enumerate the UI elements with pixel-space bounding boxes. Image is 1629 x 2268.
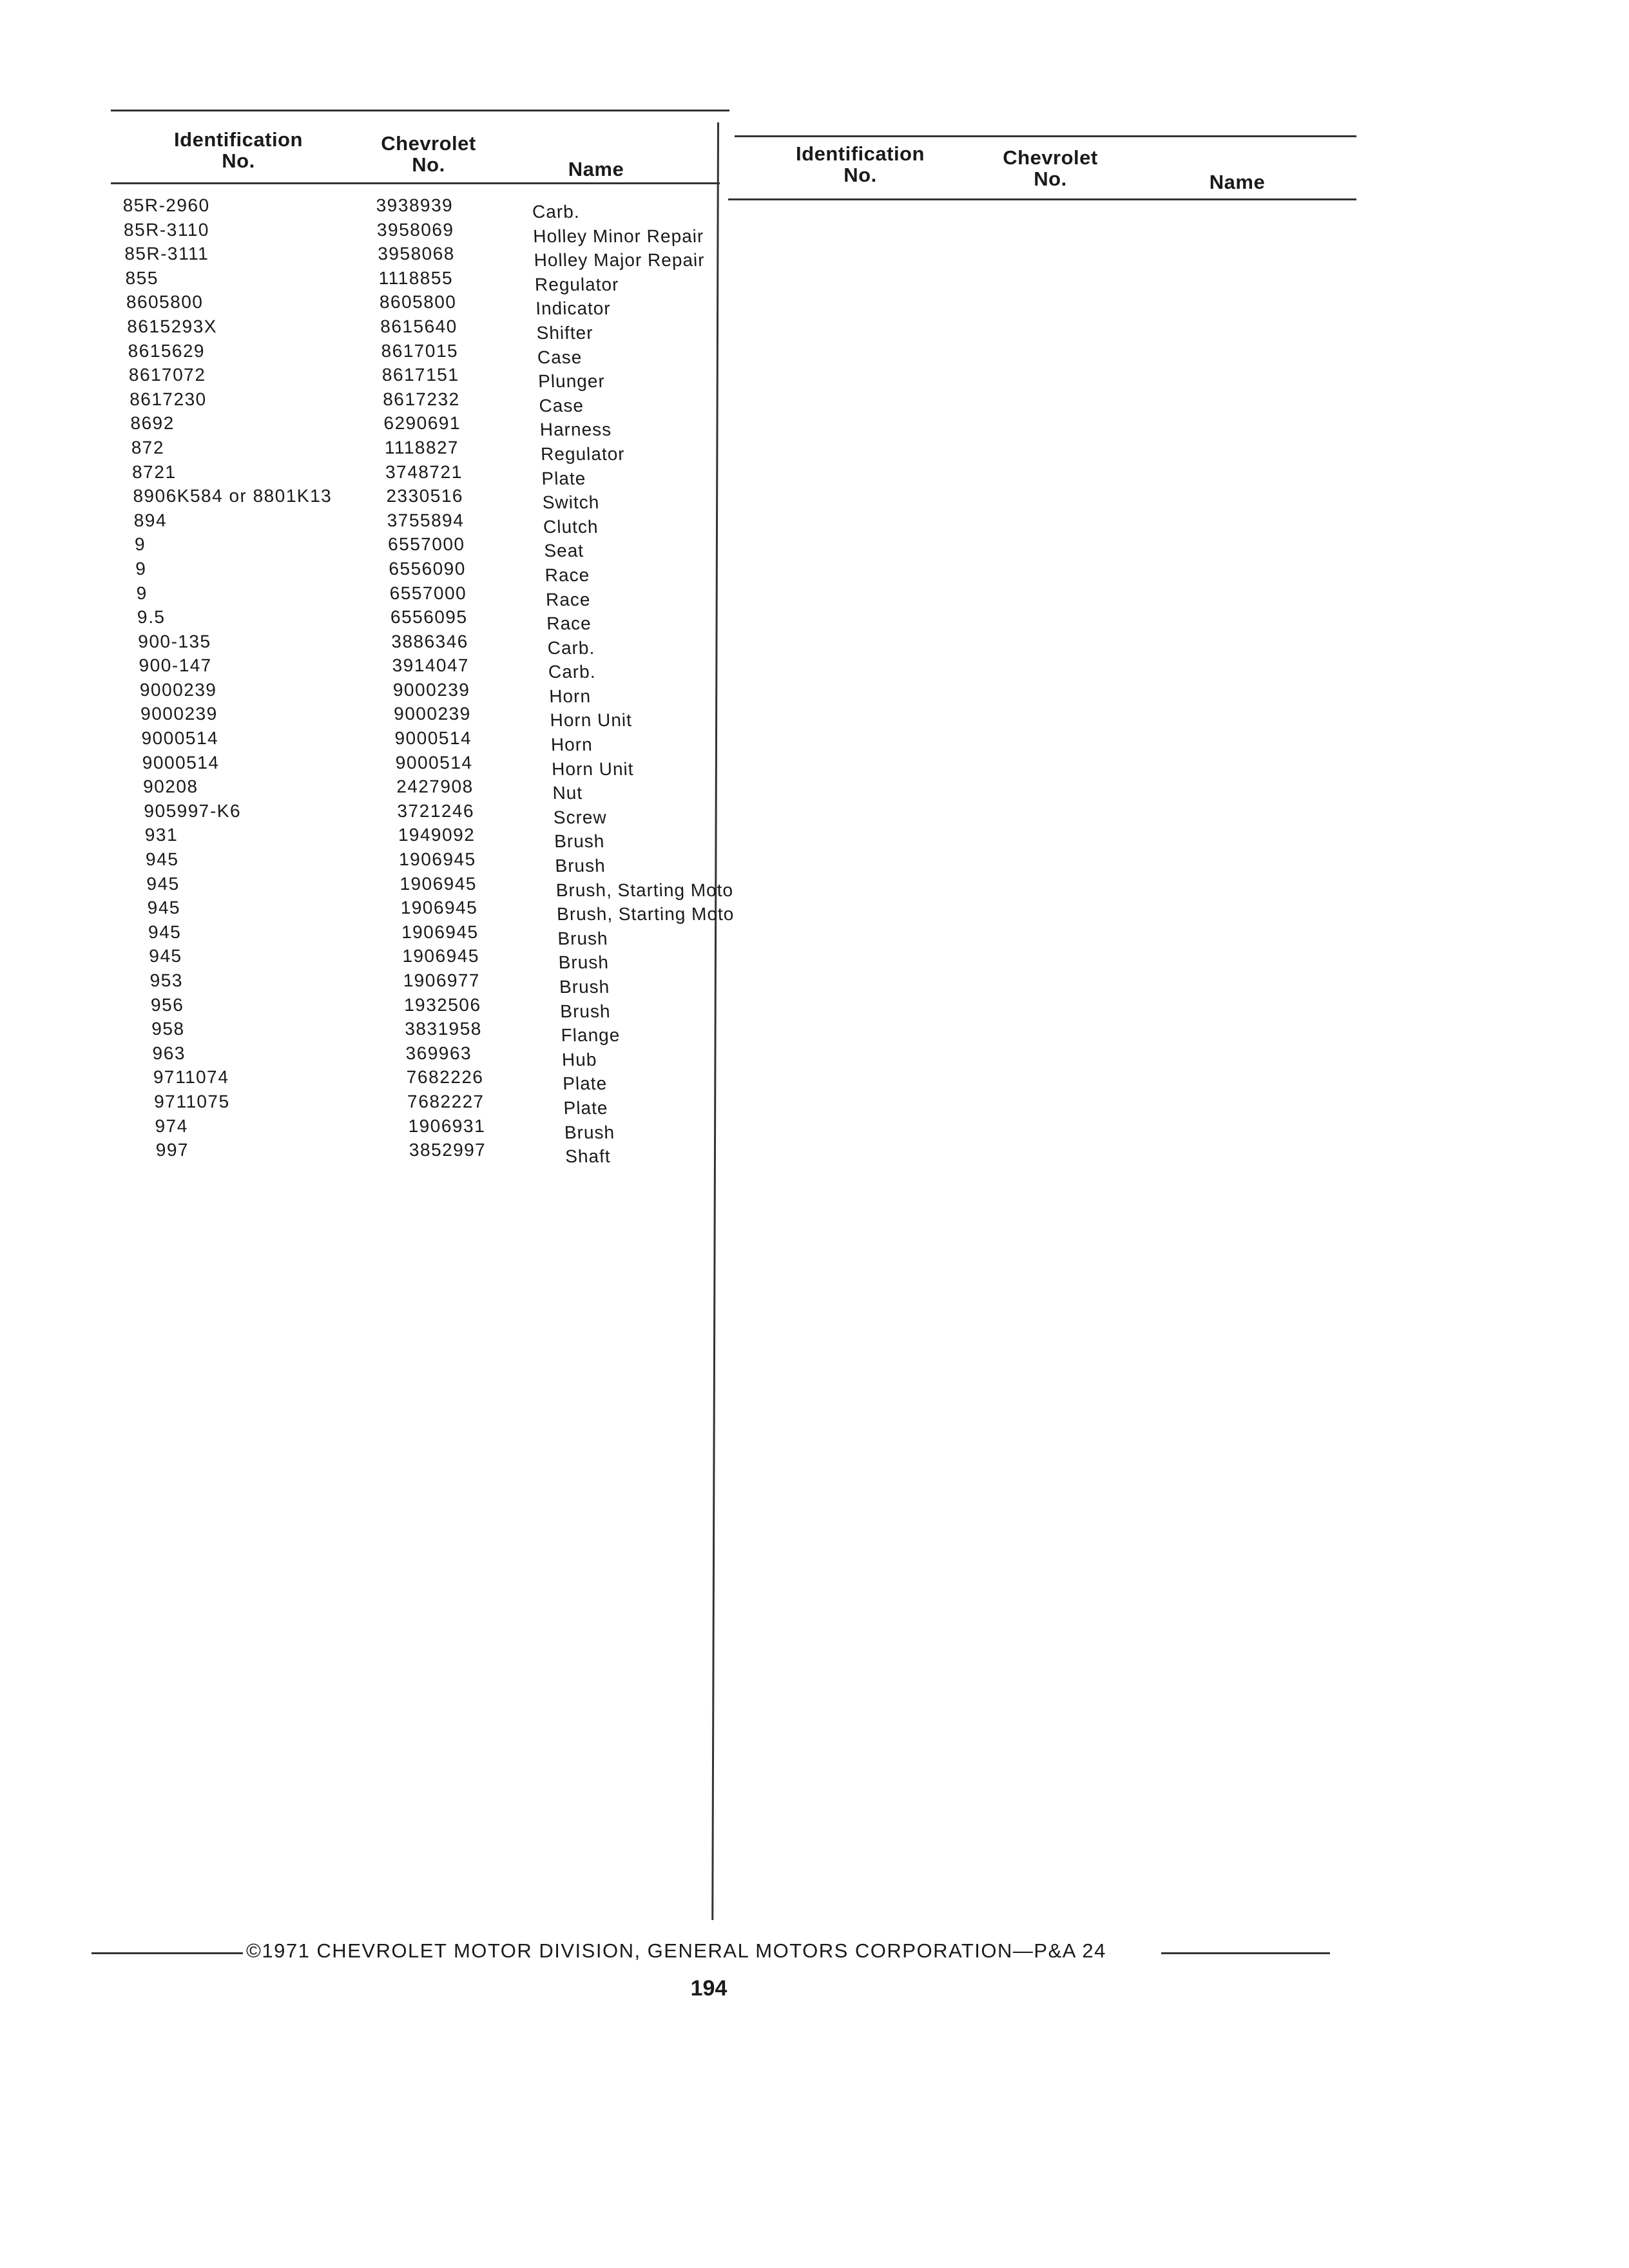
left-header-chevrolet: Chevrolet No.: [381, 132, 476, 176]
identification-number: 945: [148, 946, 183, 966]
table-row: [117, 387, 736, 416]
chevrolet-number: 8617151: [381, 365, 459, 385]
identification-number: 8906K584 or 8801K13: [132, 486, 333, 506]
right-top-rule: [735, 135, 1356, 137]
identification-number: 945: [148, 921, 182, 942]
identification-number: 872: [131, 437, 165, 457]
chevrolet-number: 9000239: [392, 679, 470, 700]
identification-number: 9.5: [137, 607, 166, 628]
table-row: [139, 1041, 758, 1070]
table-row: [123, 581, 742, 610]
identification-number: 9000514: [140, 728, 219, 749]
part-name: Clutch: [543, 516, 599, 537]
chevrolet-number: 3914047: [392, 655, 470, 676]
footer-rule-right: [1161, 1952, 1330, 1954]
table-row: [114, 314, 733, 343]
identification-number: 8692: [130, 413, 175, 434]
chevrolet-number: 3958068: [377, 244, 456, 264]
identification-number: 905997-K6: [143, 800, 242, 821]
chevrolet-number: 7682227: [407, 1091, 485, 1111]
part-name: Case: [537, 347, 583, 367]
part-name: Brush: [559, 977, 610, 997]
identification-number: 931: [144, 825, 178, 845]
table-row: [137, 968, 756, 997]
chevrolet-number: 3748721: [385, 461, 463, 482]
identification-number: 9711074: [153, 1067, 229, 1088]
part-name: Brush, Starting Moto: [555, 879, 734, 900]
table-row: [137, 993, 757, 1021]
table-row: [126, 653, 745, 682]
table-row: [130, 774, 749, 803]
part-name: Horn Unit: [550, 710, 633, 731]
table-row: [129, 751, 748, 779]
table-row: [142, 1138, 762, 1167]
chevrolet-number: 1118827: [384, 437, 459, 457]
identification-number: 90208: [142, 776, 199, 797]
part-name: Race: [546, 613, 592, 634]
table-row: [131, 823, 751, 852]
footer-rule-left: [92, 1952, 243, 1954]
table-row: [141, 1090, 760, 1118]
chevrolet-number: 6290691: [383, 413, 461, 434]
chevrolet-number: 6557000: [387, 534, 466, 555]
chevrolet-number: 2427908: [396, 776, 474, 797]
table-row: [140, 1065, 759, 1094]
identification-number: 9: [136, 582, 148, 603]
part-name: Race: [545, 589, 591, 610]
identification-number: 8605800: [126, 292, 204, 312]
identification-number: 8615629: [127, 340, 206, 361]
identification-number: 956: [150, 994, 184, 1015]
identification-number: 9: [135, 558, 147, 579]
chevrolet-number: 1118855: [378, 267, 454, 288]
chevrolet-number: 9000514: [394, 728, 472, 749]
table-row: [120, 508, 740, 537]
part-name: Harness: [539, 419, 612, 440]
chevrolet-number: 1906977: [403, 970, 481, 990]
part-name: Race: [545, 564, 590, 585]
chevrolet-number: 3886346: [390, 631, 469, 651]
left-top-rule: [111, 110, 729, 111]
table-row: [131, 799, 750, 827]
part-name: Horn: [548, 686, 592, 706]
part-name: Carb.: [547, 637, 595, 658]
table-row: [135, 920, 754, 948]
table-row: [125, 629, 744, 658]
part-name: Plate: [541, 468, 586, 488]
identification-number: 958: [151, 1019, 186, 1039]
chevrolet-number: 1932506: [403, 994, 482, 1015]
chevrolet-number: 3831958: [404, 1019, 483, 1039]
identification-number: 963: [152, 1043, 186, 1063]
part-name: Brush: [554, 856, 606, 876]
table-row: [121, 532, 740, 561]
chevrolet-number: 3958069: [376, 219, 455, 240]
identification-number: 953: [149, 970, 184, 990]
page-number: 194: [690, 1976, 728, 2001]
part-name: Horn Unit: [551, 758, 634, 779]
table-row: [119, 460, 738, 488]
table-row: [132, 847, 751, 876]
part-name: Brush: [559, 1001, 612, 1021]
table-row: [115, 339, 734, 367]
chevrolet-number: 1906931: [407, 1115, 486, 1136]
part-name: Brush, Starting Moto: [556, 904, 735, 925]
identification-number: 8617230: [129, 389, 207, 409]
chevrolet-number: 369963: [405, 1043, 472, 1063]
left-header-underline: [111, 182, 720, 184]
part-name: Horn: [550, 735, 593, 755]
table-row: [122, 557, 742, 585]
table-row: [111, 242, 731, 271]
table-row: [124, 605, 743, 634]
part-name: Case: [538, 395, 584, 416]
left-header-name: Name: [568, 158, 624, 180]
chevrolet-number: 1906945: [398, 849, 477, 870]
chevrolet-number: 2330516: [385, 486, 464, 506]
identification-number: 8617072: [128, 365, 206, 385]
chevrolet-number: 8615640: [380, 316, 458, 336]
table-row: [112, 266, 731, 294]
identification-number: 8615293X: [126, 316, 218, 336]
part-name: Regulator: [540, 443, 626, 464]
chevrolet-number: 1906945: [401, 946, 480, 966]
table-row: [133, 872, 753, 900]
chevrolet-number: 1906945: [399, 873, 477, 894]
part-name: Carb.: [532, 202, 581, 222]
part-name: Brush: [558, 952, 610, 973]
part-name: Screw: [553, 807, 608, 827]
table-row: [120, 484, 739, 513]
chevrolet-number: 1949092: [398, 825, 476, 845]
chevrolet-number: 7682226: [406, 1067, 484, 1088]
part-name: Switch: [542, 492, 600, 513]
identification-number: 9000514: [142, 752, 220, 773]
chevrolet-number: 6556090: [388, 558, 467, 579]
chevrolet-number: 3721246: [396, 800, 475, 821]
chevrolet-number: 8617015: [380, 340, 459, 361]
table-row: [142, 1114, 761, 1142]
chevrolet-number: 1906945: [401, 921, 479, 942]
table-row: [134, 896, 753, 925]
left-header-identification: Identification No.: [174, 128, 303, 172]
chevrolet-number: 3938939: [376, 195, 454, 215]
part-name: Holley Minor Repair: [532, 226, 704, 246]
part-name: Regulator: [534, 274, 619, 294]
chevrolet-number: 9000239: [393, 704, 472, 724]
identification-number: 85R-2960: [122, 195, 211, 215]
table-row: [128, 702, 747, 731]
footer: [0, 1938, 1629, 1964]
table-row: [117, 411, 737, 440]
identification-number: 945: [145, 849, 179, 870]
part-name: Brush: [557, 928, 609, 948]
identification-number: 9: [134, 534, 146, 555]
left-table-rows: [110, 193, 762, 1167]
part-name: Nut: [552, 783, 583, 803]
table-row: [128, 726, 747, 755]
part-name: Holley Major Repair: [534, 250, 706, 271]
part-name: Shaft: [564, 1146, 612, 1167]
table-row: [110, 218, 729, 246]
part-name: Hub: [561, 1049, 597, 1070]
identification-number: 945: [147, 898, 181, 918]
table-row: [115, 363, 735, 392]
table-row: [113, 290, 732, 319]
right-header-chevrolet: Chevrolet No.: [1003, 146, 1098, 190]
table-row: [110, 193, 729, 222]
part-name: Plunger: [537, 371, 606, 392]
chevrolet-number: 6556095: [390, 607, 468, 628]
table-row: [126, 678, 746, 706]
chevrolet-number: 8617232: [382, 389, 461, 409]
copyright-text: ©1971 CHEVROLET MOTOR DIVISION, GENERAL MOTORS CORPORATION—P&A 24: [246, 1939, 1106, 1962]
part-name: Shifter: [536, 322, 594, 343]
part-name: Flange: [561, 1025, 621, 1046]
part-name: Plate: [563, 1097, 608, 1118]
right-header-name: Name: [1209, 171, 1266, 193]
part-name: Indicator: [535, 298, 612, 319]
identification-number: 8721: [131, 461, 177, 482]
part-name: Plate: [562, 1073, 608, 1094]
part-name: Carb.: [548, 662, 596, 682]
identification-number: 900-147: [139, 655, 213, 676]
identification-number: 945: [146, 873, 180, 894]
identification-number: 9000239: [140, 704, 218, 724]
right-header-underline: [728, 198, 1356, 200]
chevrolet-number: 1906945: [400, 898, 478, 918]
chevrolet-number: 8605800: [379, 292, 457, 312]
chevrolet-number: 6557000: [389, 582, 467, 603]
part-name: Brush: [564, 1122, 615, 1142]
table-row: [136, 944, 755, 973]
identification-number: 855: [125, 267, 159, 288]
chevrolet-number: 9000514: [395, 752, 473, 773]
chevrolet-number: 3852997: [409, 1140, 487, 1160]
part-name: Brush: [554, 831, 605, 852]
part-name: Seat: [543, 541, 584, 561]
identification-number: 894: [133, 510, 168, 530]
identification-number: 9000239: [139, 679, 217, 700]
identification-number: 974: [154, 1115, 189, 1136]
table-row: [118, 436, 737, 464]
identification-number: 85R-3110: [123, 219, 210, 240]
chevrolet-number: 3755894: [387, 510, 465, 530]
identification-number: 85R-3111: [124, 244, 209, 264]
identification-number: 9711075: [153, 1091, 231, 1111]
identification-number: 997: [155, 1140, 189, 1160]
right-header-identification: Identification No.: [796, 142, 925, 186]
identification-number: 900-135: [137, 631, 212, 651]
table-row: [139, 1017, 758, 1046]
